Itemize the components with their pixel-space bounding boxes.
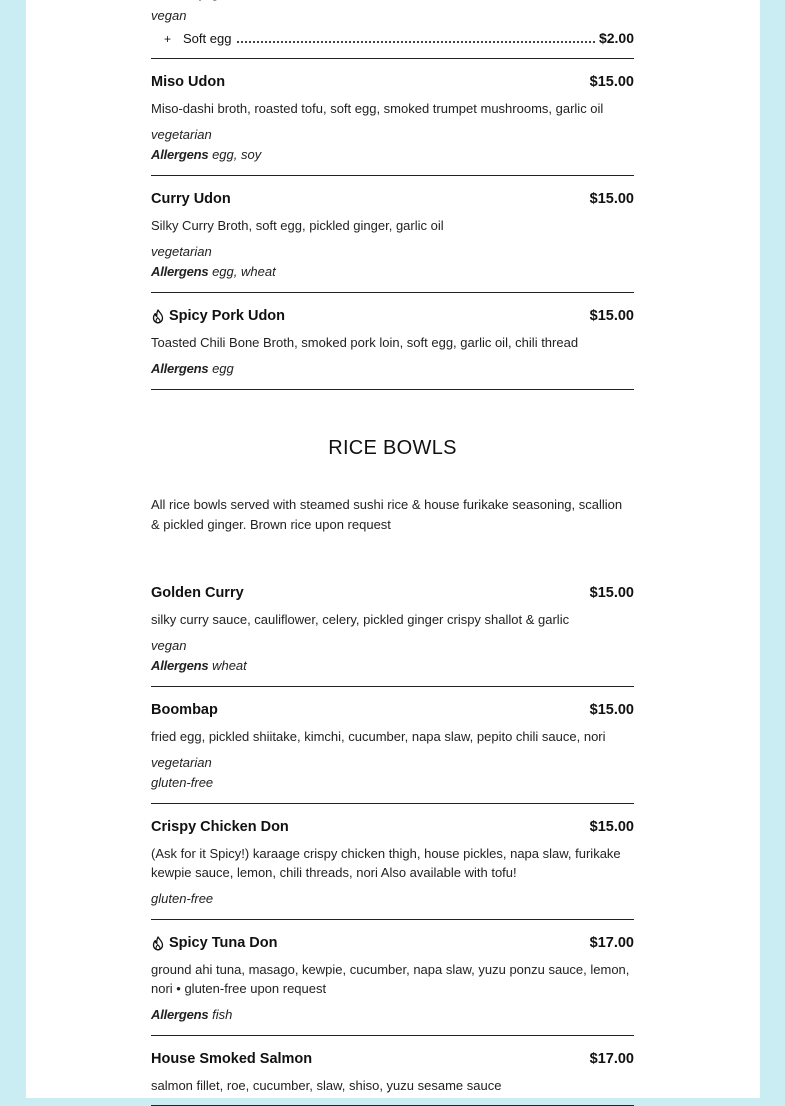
dietary-tag: vegetarian [151, 755, 212, 770]
allergens-label: Allergens [151, 361, 209, 376]
item-description: salmon fillet, roe, cucumber, slaw, shiso, yuzu sesame sauce [151, 1078, 502, 1093]
item-header [151, 189, 634, 209]
item-name [151, 189, 231, 209]
item-name [151, 933, 278, 953]
item-name-text: Golden Curry [151, 585, 244, 601]
allergens-row [151, 656, 634, 676]
item-description: (Ask for it Spicy!) karaage crispy chicken thigh, house pickles, napa slaw, furikake kewpie sauce, lemon, chili threads, nori Also available with tofu! [151, 846, 621, 880]
item-price: $15.00 [589, 702, 634, 718]
item-name-text: Curry Udon [151, 191, 231, 207]
menu-item [151, 59, 634, 176]
item-tags [151, 125, 634, 165]
menu-item [151, 176, 634, 293]
item-header [151, 583, 634, 603]
dietary-tag: gluten-free [151, 891, 214, 906]
fire-icon [151, 936, 165, 951]
menu-item [151, 293, 634, 390]
item-tags [151, 242, 634, 282]
dotted-leader [237, 40, 595, 43]
allergens-row [151, 145, 634, 165]
allergens-label: Allergens [151, 147, 209, 162]
allergens-value: egg, soy [212, 147, 262, 162]
rice-item-list [151, 571, 634, 1106]
allergens-value: egg [212, 361, 234, 376]
dietary-tag: vegan [151, 638, 187, 653]
item-tags [151, 359, 634, 379]
item-tags [151, 753, 634, 793]
dietary-tag: vegetarian [151, 127, 212, 142]
item-name-text: Miso Udon [151, 74, 226, 90]
item-price: $17.00 [589, 1051, 634, 1067]
item-description: Miso-dashi broth, roasted tofu, soft egg, smoked trumpet mushrooms, garlic oil [151, 101, 604, 116]
dietary-tag: vegetarian [151, 244, 212, 259]
item-header [151, 933, 634, 953]
item-tags [151, 636, 634, 676]
item-header [151, 306, 634, 326]
item-price: $15.00 [589, 191, 634, 207]
addon-row [151, 28, 634, 49]
item-description [151, 0, 634, 4]
allergens-label: Allergens [151, 1007, 209, 1022]
addon-name: Soft egg [183, 31, 232, 46]
addon-price: $2.00 [598, 30, 634, 46]
menu-item [151, 920, 634, 1036]
item-name [151, 817, 289, 837]
item-header [151, 700, 634, 720]
item-price: $15.00 [589, 74, 634, 90]
item-name [151, 306, 285, 326]
addon-plus: + [164, 32, 172, 46]
item-name [151, 583, 244, 603]
item-tags [151, 1005, 634, 1025]
item-name-text: Boombap [151, 702, 218, 718]
menu-item [151, 571, 634, 687]
item-name-text: Crispy Chicken Don [151, 819, 289, 835]
allergens-row [151, 262, 634, 282]
fire-icon [151, 309, 165, 324]
dietary-tag: vegan [151, 8, 187, 23]
item-price: $15.00 [589, 308, 634, 324]
item-price: $15.00 [589, 819, 634, 835]
allergens-row [151, 1005, 634, 1025]
item-name [151, 72, 225, 92]
udon-item-list [151, 59, 634, 390]
item-price: $17.00 [589, 935, 634, 951]
item-header [151, 72, 634, 92]
item-description: Silky Curry Broth, soft egg, pickled ginger, garlic oil [151, 218, 444, 233]
menu-content [151, 0, 634, 1106]
item-description: Toasted Chili Bone Broth, smoked pork loin, soft egg, garlic oil, chili thread [151, 335, 579, 350]
item-description: silky curry sauce, cauliflower, celery, pickled ginger crispy shallot & garlic [151, 612, 570, 627]
item-description: ground ahi tuna, masago, kewpie, cucumber, napa slaw, yuzu ponzu sauce, lemon, nori • gluten-free upon request [151, 962, 630, 996]
allergens-label: Allergens [151, 264, 209, 279]
item-tags [151, 889, 634, 909]
dietary-tag: gluten-free [151, 775, 214, 790]
allergens-label: Allergens [151, 658, 209, 673]
item-header [151, 817, 634, 837]
allergens-value: wheat [212, 658, 247, 673]
item-price: $15.00 [589, 585, 634, 601]
section-note: All rice bowls served with steamed sushi rice & house furikake seasoning, scallion & pickled ginger. Brown rice upon request [151, 497, 623, 532]
item-name [151, 700, 218, 720]
previous-item-fragment [151, 0, 634, 59]
item-name-text: Spicy Pork Udon [169, 308, 286, 324]
menu-item [151, 804, 634, 920]
item-name [151, 1049, 312, 1069]
item-header [151, 1049, 634, 1069]
menu-item [151, 687, 634, 804]
item-name-text: Spicy Tuna Don [169, 935, 278, 951]
allergens-row [151, 359, 634, 379]
allergens-value: fish [212, 1007, 233, 1022]
item-name-text: House Smoked Salmon [151, 1051, 313, 1067]
menu-item [151, 1036, 634, 1106]
allergens-value: egg, wheat [212, 264, 276, 279]
section-title: RICE BOWLS [328, 437, 457, 459]
item-description: fried egg, pickled shiitake, kimchi, cucumber, napa slaw, pepito chili sauce, nori [151, 729, 606, 744]
menu-page [26, 0, 760, 1098]
